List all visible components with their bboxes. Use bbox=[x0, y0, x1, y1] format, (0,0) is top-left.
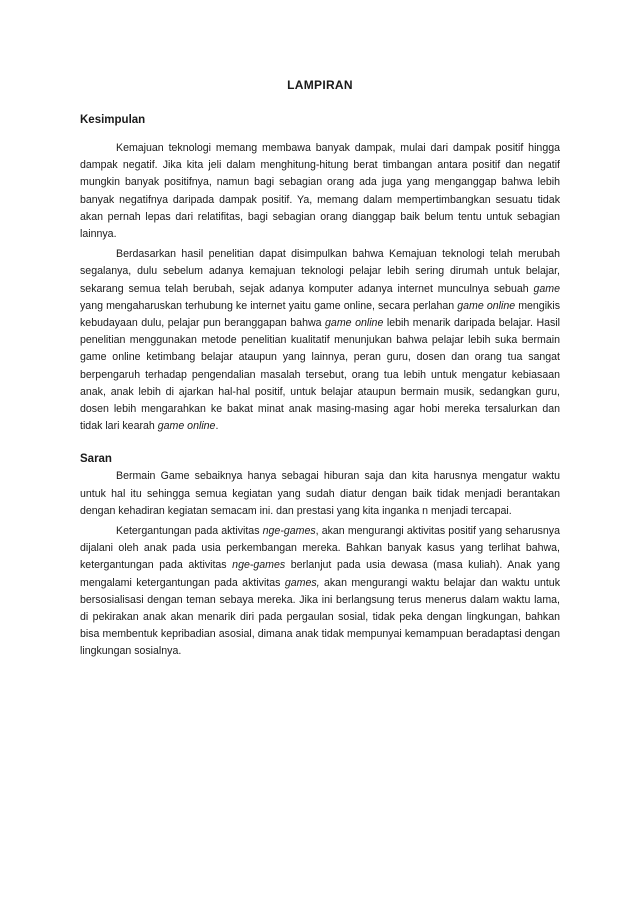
text-run: akan mengurangi waktu belajar dan waktu untuk bersosialisasi dengan teman sebaya mereka. Jika ini berlangsung terus menerus dalam waktu lama, di pekirakan anak akan menarik diri pada pergaulan sosial, tidak peka dengan lingkungan, bahkan bisa membentuk kepribadian asosial, dimana anak tidak mempunyai kemampuan beradaptasi dengan lingkungan sosialnya. bbox=[80, 576, 560, 658]
italic-term: game bbox=[533, 282, 560, 295]
text-run: yang mengaharuskan terhubung ke internet yaitu game online, secara perlahan bbox=[80, 299, 458, 312]
italic-term: nge-games bbox=[262, 525, 316, 538]
text-run: Berdasarkan hasil penelitian dapat disimpulkan bahwa Kemajuan teknologi telah merubah segalanya, dulu sebelum adanya kemajuan teknologi pelajar lebih sering dirumah untuk belajar, sekarang semua telah berubah, sejak adanya komputer adanya internet munculnya sebuah bbox=[80, 248, 560, 295]
text-run: , akan mengurangi aktivitas positif yang seharusnya dijalani oleh anak pada usia perkembangan mereka. Bahkan banyak kasus yang terlihat bahwa, ketergantungan pada aktivitas bbox=[80, 525, 560, 572]
section-kesimpulan bbox=[80, 114, 560, 435]
text-run: Ketergantungan pada aktivitas bbox=[116, 525, 263, 538]
saran-paragraph-1 bbox=[80, 468, 560, 520]
text-run: Kemajuan teknologi memang membawa banyak dampak, mulai dari dampak positif hingga dampak negatif. Jika kita jeli dalam menghitung-hitung berat timbangan antara positif dan negatif mungkin banyak positifnya, namun bagi sebagian orang ada juga yang menganggap bahwa lebih banyak negatifnya daripada dampak positif. Ya, memang dalam mempertimbangkan sesuatu tidak akan pernah lepas dari relatifitas, bagi sebagian orang dianggap baik belum tentu untuk sebagian lainnya. bbox=[80, 142, 560, 241]
italic-term: game online bbox=[457, 299, 516, 312]
section-saran bbox=[80, 453, 560, 660]
italic-term: game online bbox=[325, 317, 384, 330]
text-run: Bermain Game sebaiknya hanya sebagai hiburan saja dan kita harusnya mengatur waktu untuk hal itu sehingga semua kegiatan yang sudah diatur dengan baik tidak menjadi berantakan dengan kehadiran kegiatan semacam ini. dan prestasi yang kita inganka n menjadi tercapai. bbox=[80, 470, 560, 517]
saran-paragraph-2 bbox=[80, 523, 560, 661]
section-heading-saran: Saran bbox=[80, 453, 112, 466]
italic-term: games, bbox=[284, 576, 320, 589]
document-title: LAMPIRAN bbox=[287, 78, 353, 92]
text-run: . bbox=[215, 420, 219, 433]
document-page bbox=[80, 78, 560, 679]
kesimpulan-paragraph-1 bbox=[80, 140, 560, 243]
text-run: lebih menarik daripada belajar. Hasil penelitian menggunakan metode penelitian kualitatif menunjukan bahwa pelajar lebih suka bermain game online ketimbang belajar ataupun yang lainnya, peran guru, dosen dan orang tua sangat berpengaruh terhadap pengendalian masalah tersebut, orang tua lebih untuk mengatur kebiasaan anak, anak lebih di ajarkan hal-hal positif, untuk belajar ataupun bermain musik, sedangkan guru, dosen lebih mengarahkan ke bakat minat anak masing-masing agar hobi mereka tersalurkan dan tidak lari kearah bbox=[80, 317, 561, 433]
section-heading-kesimpulan: Kesimpulan bbox=[80, 114, 146, 126]
italic-term: nge-games bbox=[232, 559, 286, 572]
text-run: mengikis kebudayaan dulu, pelajar pun beranggapan bahwa bbox=[80, 299, 561, 330]
text-run: berlanjut pada usia dewasa (masa kuliah). Anak yang mengalami ketergantungan pada aktivitas bbox=[80, 559, 560, 589]
italic-term: game online bbox=[157, 420, 216, 433]
kesimpulan-paragraph-2 bbox=[80, 246, 560, 435]
